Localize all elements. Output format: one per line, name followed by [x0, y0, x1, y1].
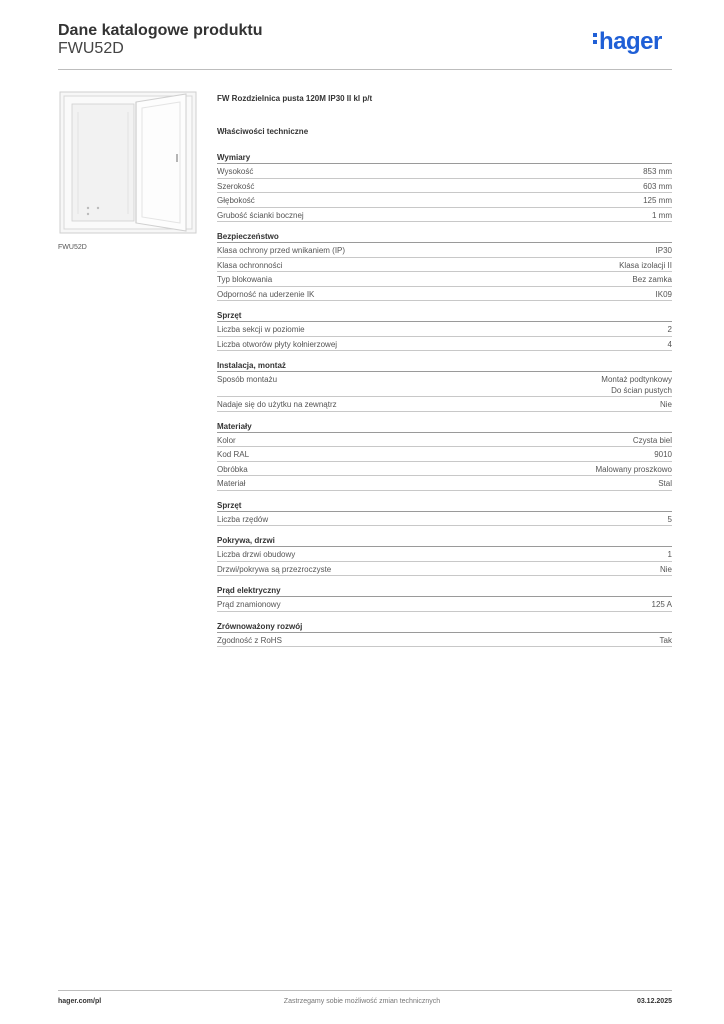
spec-row	[217, 322, 672, 337]
product-image	[58, 90, 198, 235]
hager-logo	[593, 28, 662, 56]
spec-label: Typ blokowania	[217, 275, 273, 284]
spec-row	[217, 337, 672, 352]
spec-label: Liczba rzędów	[217, 514, 269, 524]
spec-value: Montaż podtynkowy Do ścian pustych	[601, 375, 672, 395]
logo-wordmark: hager	[599, 28, 662, 55]
spec-label: Głębokość	[217, 196, 255, 205]
spec-row	[217, 433, 672, 448]
spec-value: 4	[667, 339, 672, 349]
spec-label: Klasa ochrony przed wnikaniem (IP)	[217, 246, 346, 255]
spec-row	[217, 462, 672, 477]
image-caption: FWU52D	[58, 244, 87, 251]
group-title: Pokrywa, drzwi	[217, 534, 672, 547]
spec-value: 5	[667, 514, 672, 524]
spec-row	[217, 164, 672, 179]
document-title: Dane katalogowe produktu	[58, 22, 263, 39]
spec-value: IP30	[655, 246, 672, 255]
spec-label: Drzwi/pokrywa są przezroczyste	[217, 564, 332, 574]
spec-label: Prąd znamionowy	[217, 600, 281, 609]
spec-value: 853 mm	[643, 167, 672, 176]
group-title: Sprzęt	[217, 309, 672, 322]
spec-value: Bez zamka	[632, 275, 672, 284]
spec-label: Szerokość	[217, 181, 255, 191]
spec-row	[217, 258, 672, 273]
spec-group	[217, 309, 672, 351]
spec-row	[217, 243, 672, 258]
group-title: Sprzęt	[217, 499, 672, 512]
spec-value: Czysta biel	[632, 435, 672, 445]
footer-divider	[58, 990, 672, 991]
footer-disclaimer: Zastrzegamy sobie możliwość zmian technicznych	[283, 998, 441, 1005]
spec-row	[217, 272, 672, 287]
group-title: Wymiary	[217, 151, 672, 164]
spec-label: Wysokość	[217, 167, 254, 176]
logo-dots-icon	[593, 30, 598, 47]
spec-value: Tak	[659, 635, 672, 645]
spec-value: Nie	[659, 564, 672, 574]
spec-row	[217, 562, 672, 577]
group-title: Materiały	[217, 420, 672, 433]
spec-label: Sposób montażu	[217, 375, 278, 384]
footer-website[interactable]: hager.com/pl	[58, 998, 102, 1005]
spec-value: Malowany proszkowo	[595, 464, 672, 474]
spec-label: Liczba sekcji w poziomie	[217, 325, 305, 334]
spec-label: Klasa ochronności	[217, 260, 283, 270]
group-title: Prąd elektryczny	[217, 584, 672, 597]
spec-row	[217, 397, 672, 412]
header-divider	[58, 69, 672, 70]
spec-group	[217, 230, 672, 301]
spec-group	[217, 420, 672, 491]
spec-label: Materiał	[217, 479, 246, 488]
spec-group	[217, 151, 672, 222]
group-title: Bezpieczeństwo	[217, 230, 672, 243]
spec-row	[217, 512, 672, 527]
spec-label: Nadaje się do użytku na zewnątrz	[217, 400, 337, 409]
spec-label: Odporność na uderzenie IK	[217, 289, 315, 299]
spec-row	[217, 476, 672, 491]
spec-label: Kod RAL	[217, 450, 250, 459]
spec-label: Obróbka	[217, 464, 248, 474]
spec-row	[217, 633, 672, 648]
spec-value: 2	[667, 325, 672, 334]
spec-group	[217, 584, 672, 612]
product-name: FW Rozdzielnica pusta 120M IP30 II kl p/t	[217, 94, 373, 103]
spec-label: Liczba drzwi obudowy	[217, 550, 296, 559]
spec-value: 1 mm	[652, 210, 672, 220]
spec-row	[217, 287, 672, 302]
spec-value: Klasa izolacji II	[619, 260, 672, 270]
spec-value: 125 A	[651, 600, 672, 609]
spec-label: Liczba otworów płyty kołnierzowej	[217, 339, 338, 349]
spec-group	[217, 620, 672, 648]
spec-value: Stal	[658, 479, 672, 488]
spec-row	[217, 179, 672, 194]
spec-row	[217, 447, 672, 462]
spec-value: 603 mm	[643, 181, 672, 191]
spec-label: Kolor	[217, 435, 236, 445]
enclosure-illustration	[58, 90, 198, 235]
group-title: Zrównoważony rozwój	[217, 620, 672, 633]
spec-group	[217, 534, 672, 576]
spec-label: Zgodność z RoHS	[217, 635, 282, 645]
spec-group	[217, 359, 672, 412]
spec-value: Nie	[659, 400, 672, 409]
spec-row	[217, 372, 672, 397]
footer-date: 03.12.2025	[636, 998, 672, 1005]
spec-label: Grubość ścianki bocznej	[217, 210, 304, 220]
spec-value: 9010	[654, 450, 672, 459]
spec-value: IK09	[655, 289, 672, 299]
product-code: FWU52D	[58, 40, 124, 57]
spec-row	[217, 193, 672, 208]
spec-row	[217, 208, 672, 223]
section-title: Właściwości techniczne	[217, 127, 309, 136]
spec-value: 125 mm	[643, 196, 672, 205]
spec-value: 1	[667, 550, 672, 559]
spec-row	[217, 547, 672, 562]
spec-group	[217, 499, 672, 527]
group-title: Instalacja, montaż	[217, 359, 672, 372]
spec-panel	[217, 94, 672, 647]
spec-row	[217, 597, 672, 612]
spec-groups	[217, 151, 672, 647]
